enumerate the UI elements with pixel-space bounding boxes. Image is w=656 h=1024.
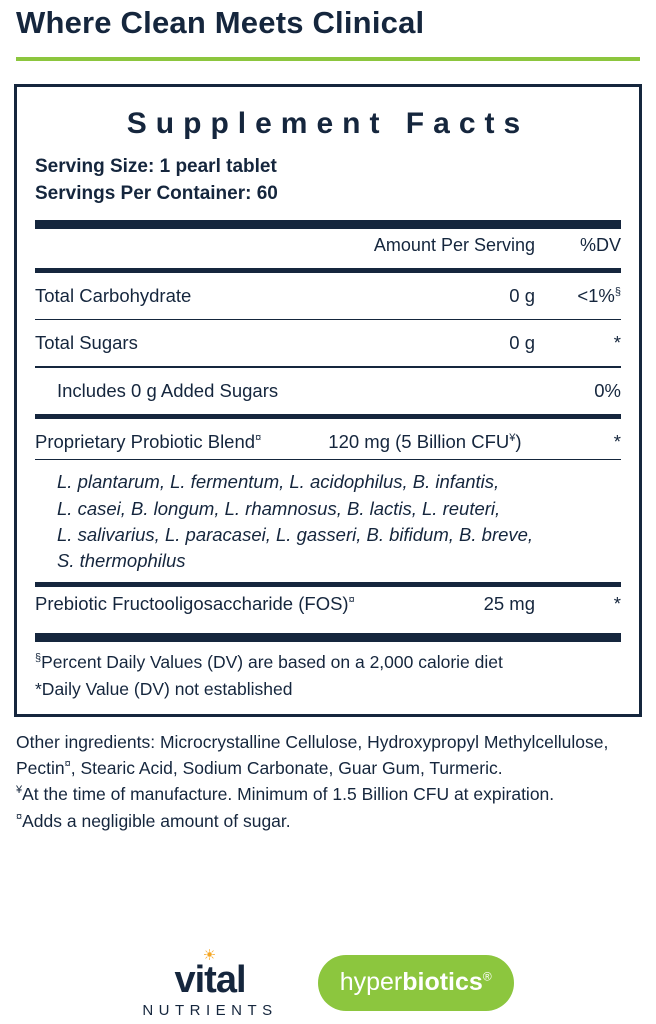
proprietary-blend-row (35, 425, 621, 459)
row-name: Total Carbohydrate (35, 284, 192, 306)
divider (35, 408, 621, 425)
blend-amount: 120 mg (5 Billion CFU¥) (328, 430, 522, 452)
divider (35, 262, 621, 279)
row-amount: 0 g (509, 284, 535, 306)
sun-icon: ☀ (202, 947, 218, 964)
table-row (35, 326, 621, 360)
header-dv: %DV (579, 234, 621, 255)
header-amount: Amount Per Serving (373, 234, 535, 255)
vital-wordmark: vital (174, 959, 246, 1001)
row-dv: 0% (594, 379, 621, 401)
footnote-line: §Percent Daily Values (DV) are based on a 2,000 calorie diet (35, 652, 503, 673)
prebiotic-dv: * (613, 593, 621, 615)
serving-size: Serving Size: 1 pearl tablet (35, 155, 277, 177)
row-name: Total Sugars (35, 332, 138, 354)
row-amount (324, 374, 559, 408)
row-amount: 0 g (509, 332, 535, 354)
sugar-note: ¤Adds a negligible amount of sugar. (16, 810, 291, 831)
registered-mark-icon: ® (482, 969, 492, 984)
header-spacer (35, 229, 324, 262)
strain-line: L. plantarum, L. fermentum, L. acidophilus, B. infantis, (57, 471, 500, 493)
green-divider (16, 57, 640, 61)
footnote-line: *Daily Value (DV) not established (35, 678, 293, 699)
strain-list (35, 460, 621, 582)
page-title: Where Clean Meets Clinical (16, 5, 425, 40)
table-row (35, 374, 621, 408)
prebiotic-amount: 25 mg (483, 593, 535, 615)
table-row (35, 279, 621, 313)
panel-rule-thick (35, 220, 621, 229)
supplement-facts-title: Supplement Facts (126, 106, 530, 140)
blend-name: Proprietary Probiotic Blend¤ (35, 430, 262, 452)
hyperbiotics-logo (318, 955, 514, 1011)
prebiotic-table (35, 587, 621, 621)
footnotes (35, 642, 621, 704)
hyper-prefix: hyper (339, 968, 403, 996)
headline-container (0, 0, 656, 43)
row-dv: <1%§ (577, 284, 621, 306)
facts-table (35, 229, 621, 459)
strain-line: L. salivarius, L. paracasei, L. gasseri, B. bifidum, B. breve, (57, 523, 534, 545)
logo-row (0, 948, 656, 1018)
manufacture-note: ¥At the time of manufacture. Minimum of 1.5 Billion CFU at expiration. (16, 784, 555, 805)
blend-dv: * (613, 430, 621, 452)
divider (35, 360, 621, 374)
table-header-row (35, 229, 621, 262)
prebiotic-name: Prebiotic Fructooligosaccharide (FOS)¤ (35, 593, 355, 615)
other-ingredients (16, 729, 640, 834)
table-row (35, 587, 621, 621)
other-ingredients-line1: Other ingredients: Microcrystalline Cellulose, Hydroxypropyl Methylcellulose, (16, 731, 609, 752)
strain-line: L. casei, B. longum, L. rhamnosus, B. lactis, L. reuteri, (57, 497, 501, 519)
vital-subtitle: NUTRIENTS (142, 1002, 278, 1019)
hyper-bold: biotics (402, 968, 483, 996)
strain-line: S. thermophilus (57, 550, 186, 572)
divider (35, 313, 621, 327)
vital-nutrients-logo (142, 948, 277, 1018)
other-ingredients-line2: Pectin¤, Stearic Acid, Sodium Carbonate, Guar Gum, Turmeric. (16, 758, 503, 779)
supplement-facts-panel (14, 84, 642, 717)
row-dv: * (613, 332, 621, 354)
row-name: Includes 0 g Added Sugars (57, 379, 279, 401)
panel-rule-thick-bottom (35, 633, 621, 642)
servings-per-container: Servings Per Container: 60 (35, 183, 278, 205)
